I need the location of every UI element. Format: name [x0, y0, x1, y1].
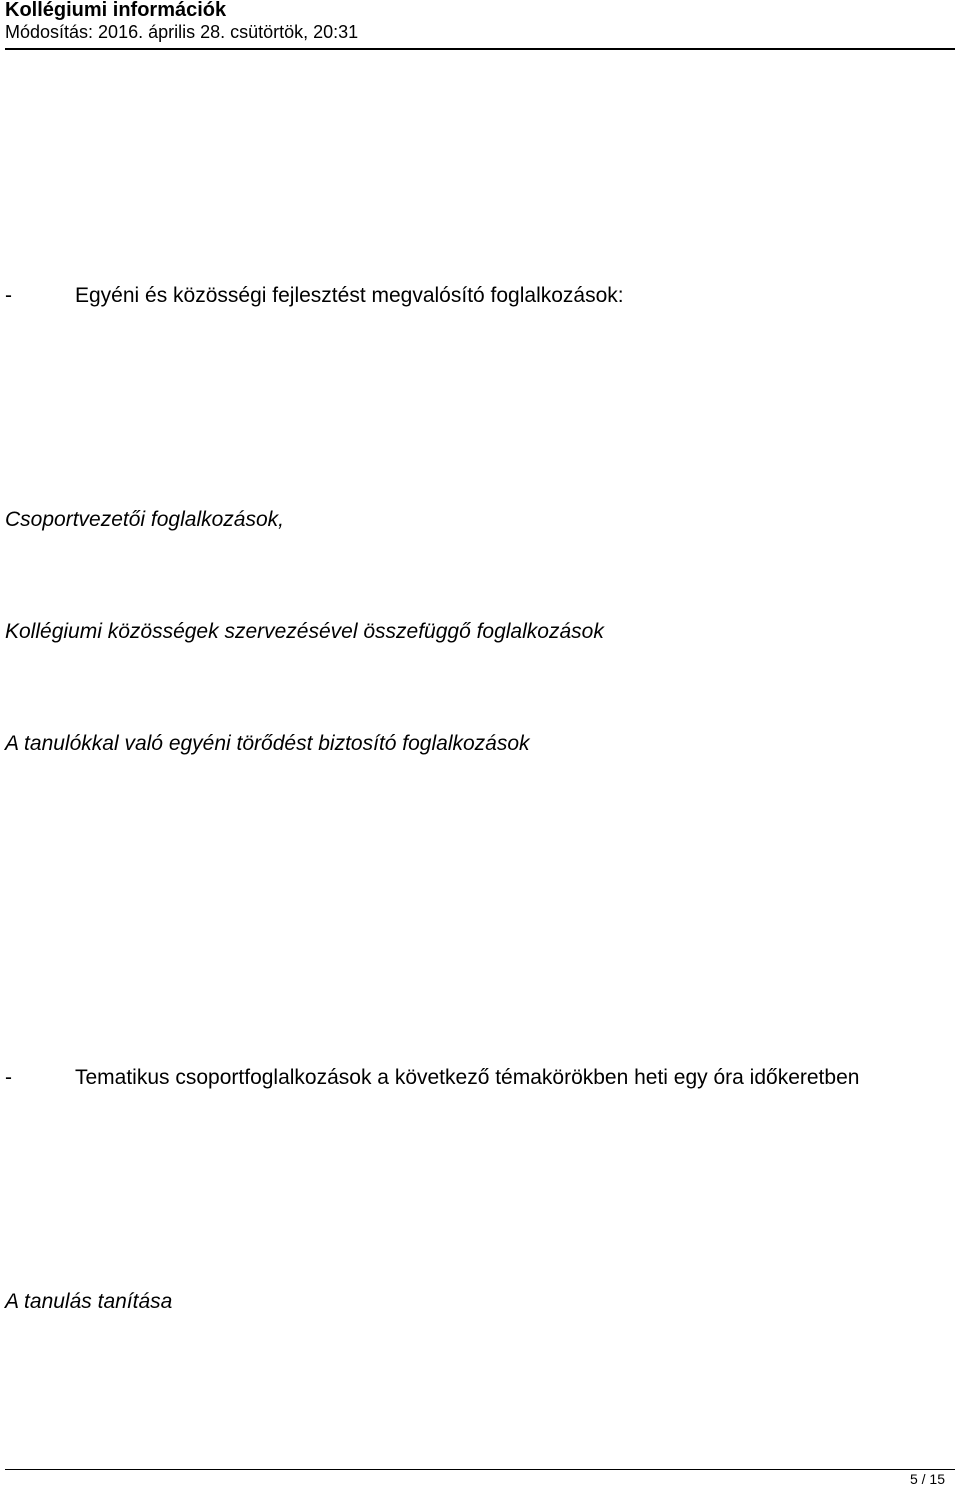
bullet-text: Egyéni és közösségi fejlesztést megvalósító foglalkozások: [75, 284, 624, 307]
page-number: 5 / 15 [909, 1471, 945, 1487]
document-title: Kollégiumi információk [5, 0, 227, 21]
bullet-text: Tematikus csoportfoglalkozások a következő témakörökben heti egy óra időkeretben [75, 1066, 860, 1089]
bullet-marker: - [5, 1066, 12, 1089]
header-divider [5, 48, 955, 50]
paragraph-community-sessions: Kollégiumi közösségek szervezésével összefüggő foglalkozások [5, 620, 604, 643]
footer-divider [5, 1469, 955, 1470]
bullet-marker: - [5, 284, 12, 307]
bullet-item-thematic-sessions [5, 1066, 955, 1090]
paragraph-individual-care-sessions: A tanulókkal való egyéni törődést biztosító foglalkozások [5, 732, 530, 755]
bullet-item-individual-community [5, 284, 905, 308]
paragraph-teaching-learning: A tanulás tanítása [5, 1290, 173, 1313]
paragraph-group-leader-sessions: Csoportvezetői foglalkozások, [5, 508, 284, 531]
modification-date: Módosítás: 2016. április 28. csütörtök, 20:31 [5, 22, 359, 42]
